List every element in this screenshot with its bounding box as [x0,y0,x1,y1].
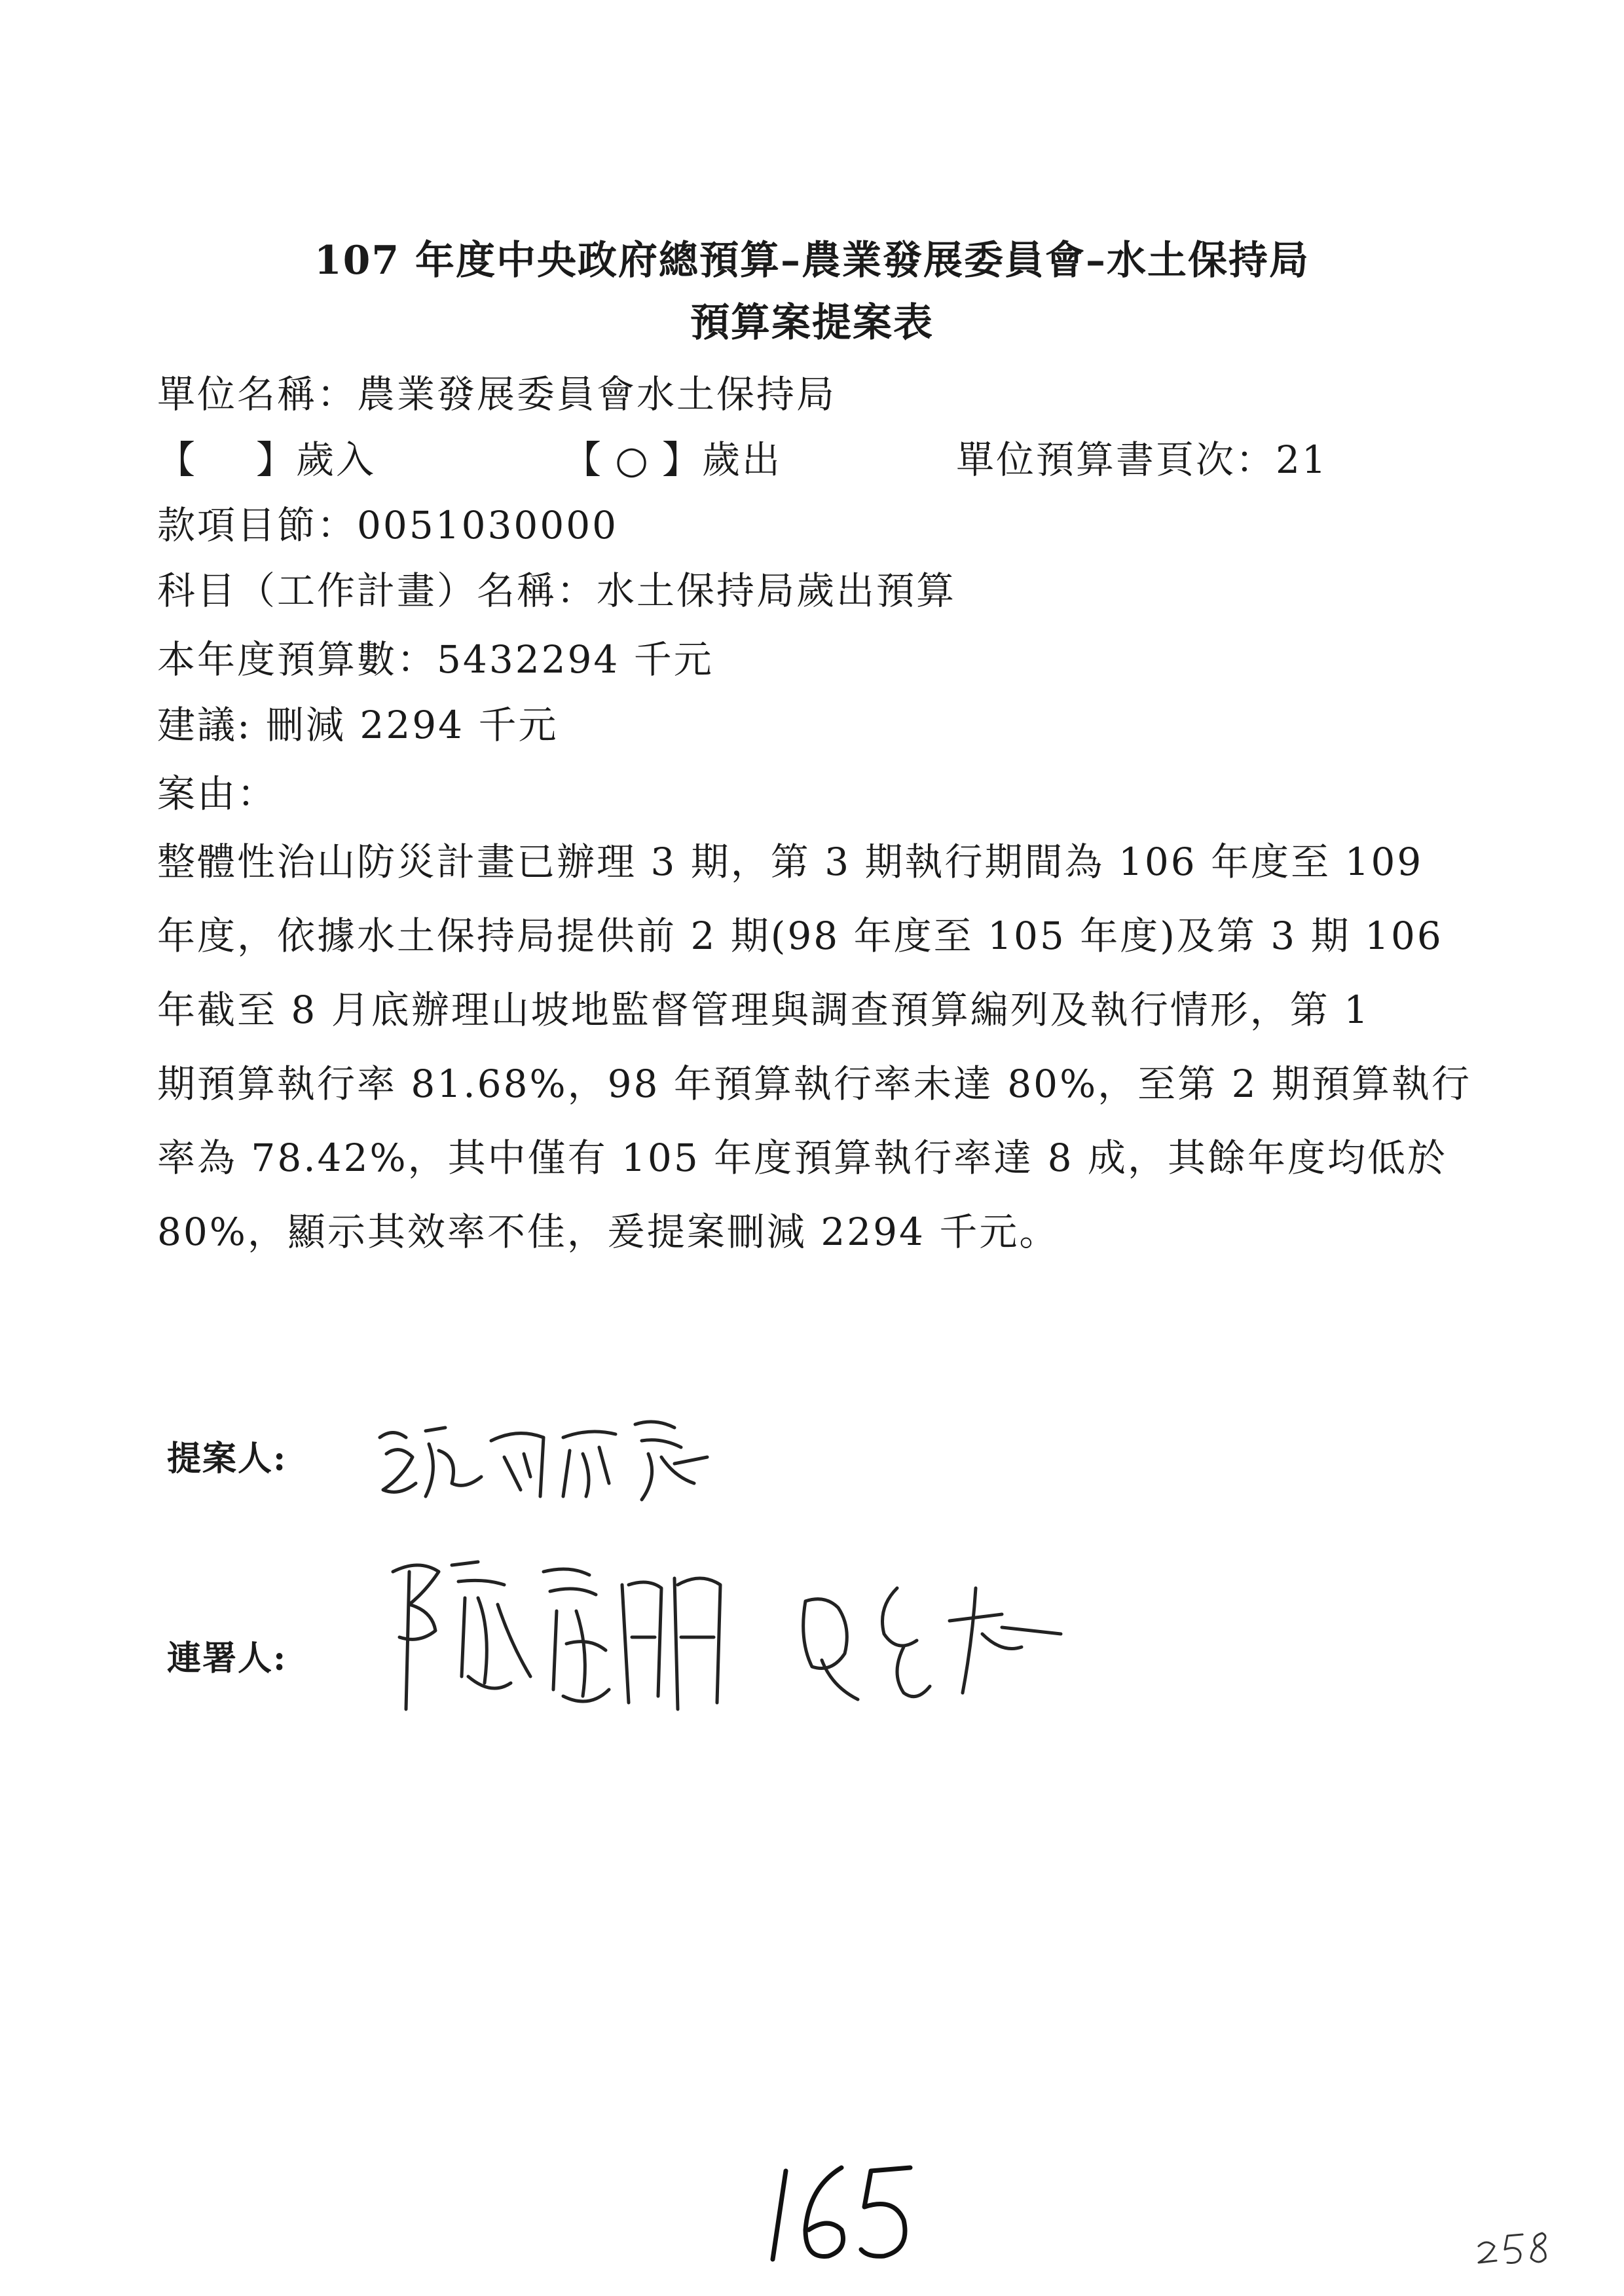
budget-amount-value: 5432294 千元 [437,637,714,682]
cosigner-signature-2 [786,1562,1087,1719]
expense-checkbox-mark: ○ [615,437,650,482]
cosigner-label: 連署人: [167,1639,287,1678]
expense-option: 【 ○ 】歲出 [563,437,783,482]
document-title: 107 年度中央政府總預算–農業發展委員會–水土保持局 [314,238,1310,284]
proposer-label: 提案人: [167,1439,287,1479]
reason-paragraph [157,825,1471,1269]
reason-line: 年度，依據水土保持局提供前 2 期(98 年度至 105 年度)及第 3 期 106 [157,914,1443,958]
budget-amount-label: 本年度預算數： [157,637,437,682]
income-option: 【 】歲入 [157,437,377,482]
reason-line: 整體性治山防災計畫已辦理 3 期，第 3 期執行期間為 106 年度至 109 [157,840,1424,884]
reason-line: 期預算執行率 81.68%，98 年預算執行率未達 80%，至第 2 期預算執行 [157,1062,1471,1106]
reason-line: 80%，顯示其效率不佳，爰提案刪減 2294 千元。 [157,1210,1060,1254]
unit-name-value: 農業發展委員會水土保持局 [357,372,837,417]
reason-line: 率為 78.42%，其中僅有 105 年度預算執行率達 8 成，其餘年度均低於 [157,1136,1447,1180]
budget-code-label: 款項目節： [157,503,358,547]
budget-book-page [956,429,1328,484]
handwritten-corner-note [1473,2220,1559,2272]
proposer-signature [367,1392,733,1523]
suggestion-value: 刪減 2294 千元 [265,703,559,747]
subject-field [157,560,956,615]
document-subtitle: 預算案提案表 [690,300,934,346]
income-label: 歲入 [296,437,377,482]
unit-name-label: 單位名稱： [157,372,358,417]
handwritten-page-number [756,2158,927,2269]
budget-code-value: 0051030000 [357,503,619,547]
reason-label: 案由： [157,771,278,816]
budget-type-row [157,429,1388,481]
subject-label: 科目（工作計畫）名稱： [157,568,597,613]
reason-line: 年截至 8 月底辦理山坡地監督管理與調查預算編列及執行情形，第 1 [157,988,1371,1032]
suggestion-label: 建議: [157,703,266,747]
budget-amount-field [157,629,714,684]
budget-code-field [157,494,618,549]
unit-name-field [157,363,836,418]
subject-value: 水土保持局歲出預算 [597,568,957,613]
expense-label: 歲出 [702,437,783,482]
budget-book-page-label: 單位預算書頁次： [956,437,1276,482]
suggestion-field [157,694,558,749]
budget-book-page-value: 21 [1276,437,1328,482]
cosigner-signature [380,1546,773,1729]
